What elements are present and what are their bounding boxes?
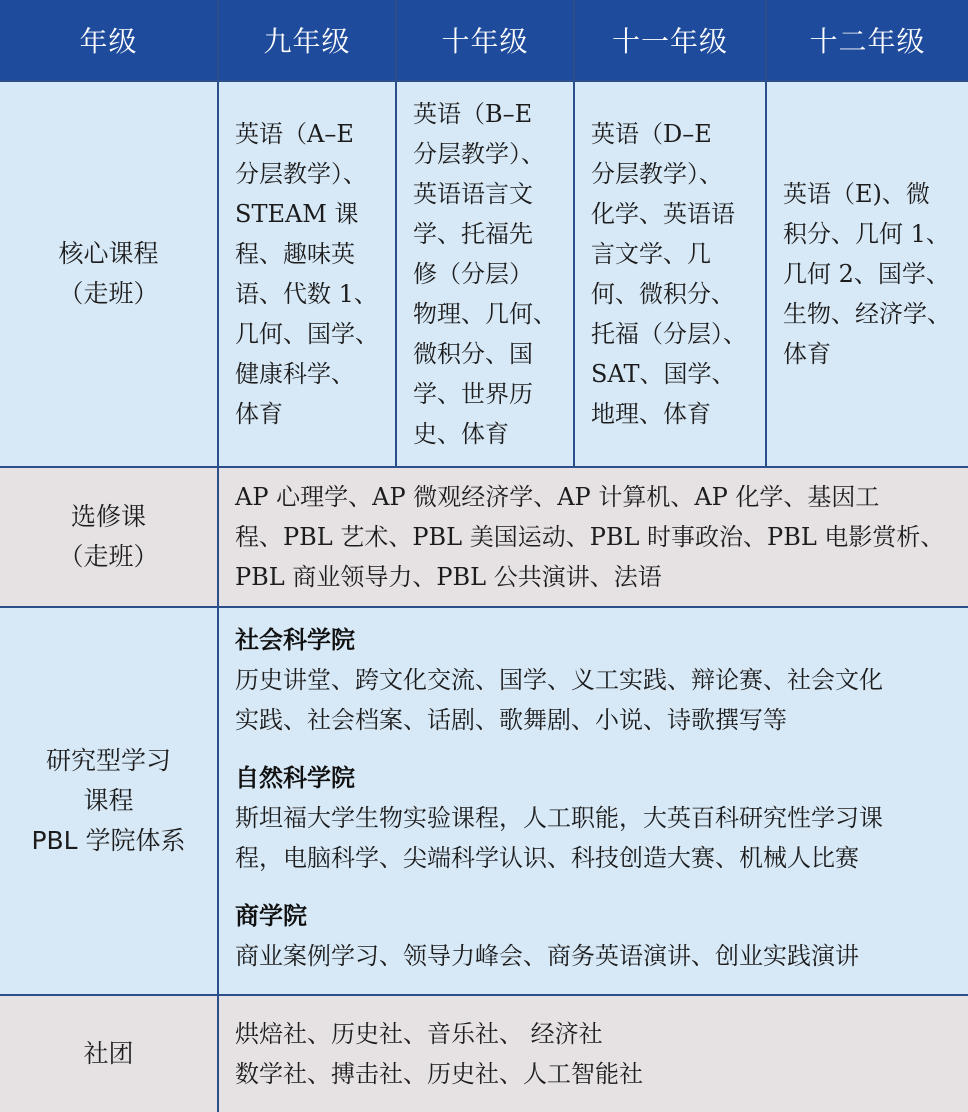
research-row: [0, 608, 968, 996]
core-courses-row: [0, 82, 968, 468]
research-label-line3: PBL 学院体系: [31, 826, 186, 855]
core-grade-9-cell: [219, 82, 397, 468]
elective-label-line1: 选修课: [70, 502, 146, 531]
header-grade-10: 十年级: [397, 0, 575, 82]
social-science-title: 社会科学院: [235, 626, 355, 654]
clubs-text: 烘焙社、历史社、音乐社、 经济社 数学社、搏击社、历史社、人工智能社: [235, 1020, 643, 1088]
research-content-cell: [219, 608, 968, 996]
core-label-line2: （走班）: [58, 279, 159, 308]
research-label: [0, 608, 219, 996]
elective-row: [0, 468, 968, 608]
research-label-line1: 研究型学习: [45, 746, 171, 775]
core-grade-10-text: 英语（B–E 分层教学）、 英语语言文 学、托福先 修（分层） 物理、几何、 微积分、国 学、世界历 史、体育: [413, 100, 557, 448]
clubs-label: 社团: [0, 996, 219, 1112]
header-grade-11: 十一年级: [575, 0, 767, 82]
header-grade-12: 十二年级: [767, 0, 968, 82]
social-science-section: [235, 620, 968, 740]
core-label-line1: 核心课程: [58, 239, 159, 268]
elective-text: AP 心理学、AP 微观经济学、AP 计算机、AP 化学、基因工 程、PBL 艺术、PBL 美国运动、PBL 时事政治、PBL 电影赏析、 PBL 商业领导力、PBL 公共演讲、法语: [235, 483, 945, 591]
core-grade-11-cell: [575, 82, 767, 468]
header-row: [0, 0, 968, 82]
core-grade-12-text: 英语（E)、微 积分、几何 1、 几何 2、国学、 生物、经济学、 体育: [783, 180, 951, 368]
core-grade-10-cell: [397, 82, 575, 468]
elective-content-cell: [219, 468, 968, 608]
elective-label-line2: （走班）: [58, 542, 159, 571]
header-grade: 年级: [0, 0, 219, 82]
natural-science-section: [235, 758, 968, 878]
header-grade-9: 九年级: [219, 0, 397, 82]
business-body: 商业案例学习、领导力峰会、商务英语演讲、创业实践演讲: [235, 942, 859, 970]
natural-science-body: 斯坦福大学生物实验课程，人工职能，大英百科研究性学习课 程，电脑科学、尖端科学认识、科技创造大赛、机械人比赛: [235, 804, 883, 872]
core-grade-11-text: 英语（D–E 分层教学）、 化学、英语语 言文学、几 何、微积分、 托福（分层）、 SAT、国学、 地理、体育: [591, 120, 747, 428]
clubs-content-cell: [219, 996, 968, 1112]
clubs-row: [0, 996, 968, 1112]
business-title: 商学院: [235, 902, 307, 930]
research-label-line2: 课程: [83, 786, 134, 815]
natural-science-title: 自然科学院: [235, 764, 355, 792]
business-section: [235, 896, 968, 976]
core-grade-9-text: 英语（A–E 分层教学）、 STEAM 课 程、趣味英 语、代数 1、 几何、国学、 健康科学、 体育: [235, 120, 379, 428]
core-grade-12-cell: [767, 82, 968, 468]
core-courses-label: [0, 82, 219, 468]
social-science-body: 历史讲堂、跨文化交流、国学、义工实践、辩论赛、社会文化 实践、社会档案、话剧、歌舞剧、小说、诗歌撰写等: [235, 666, 883, 734]
elective-label: [0, 468, 219, 608]
